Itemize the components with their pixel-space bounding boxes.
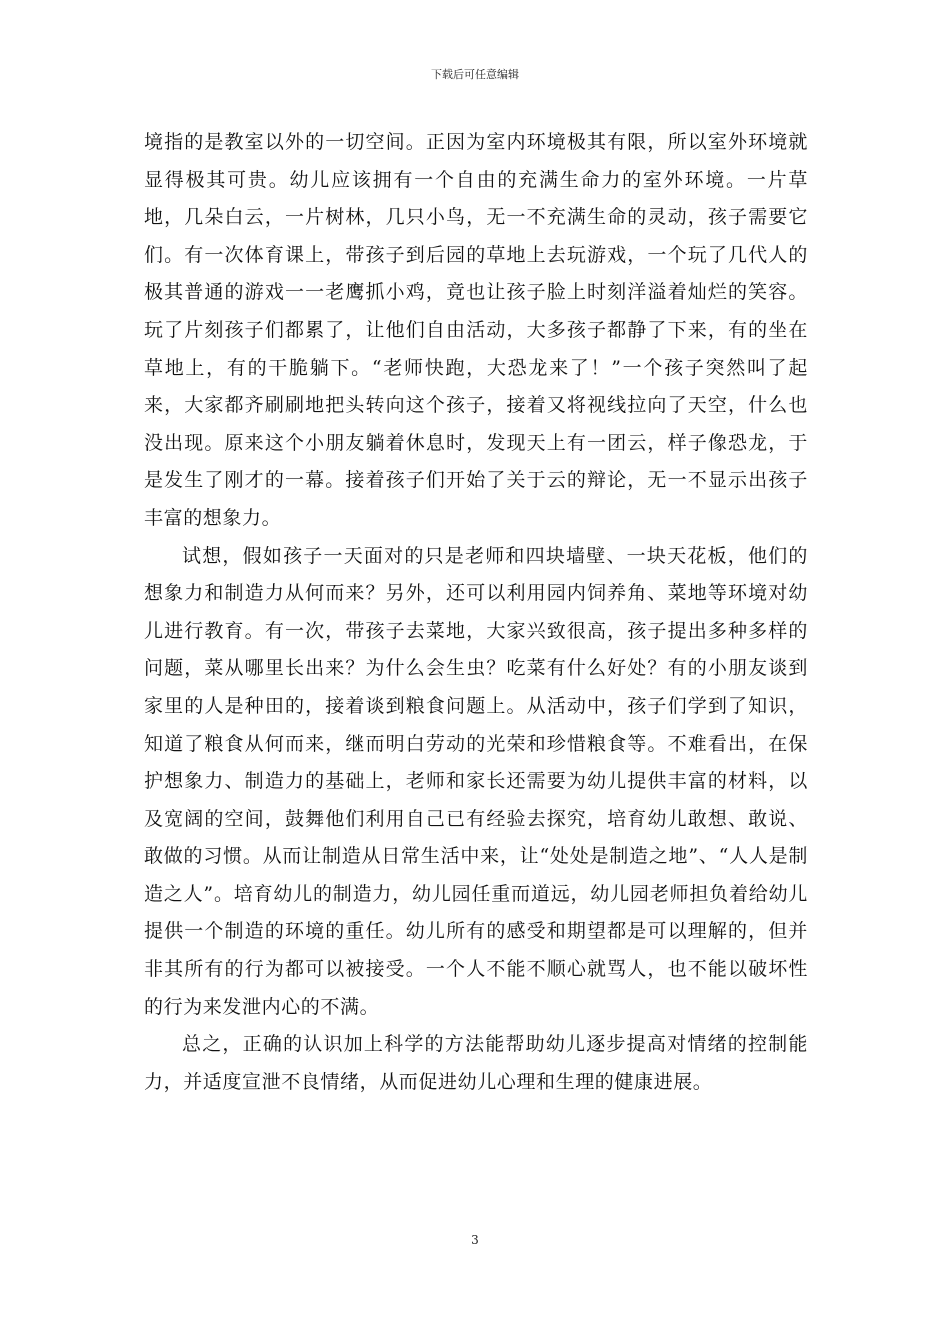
paragraph-1: 境指的是教室以外的一切空间。正因为室内环境极其有限，所以室外环境就显得极其可贵。幼儿应该拥有一个自由的充满生命力的室外环境。一片草地，几朵白云，一片树林，几只小鸟，无一不充满生命的灵动，孩子需要它们。有一次体育课上，带孩子到后园的草地上去玩游戏，一个玩了几代人的极其普通的游戏一一老鹰抓小鸡，竟也让孩子脸上时刻洋溢着灿烂的笑容。玩了片刻孩子们都累了，让他们自由活动，大多孩子都静了下来，有的坐在草地上，有的干脆躺下。“老师快跑，大恐龙来了！”一个孩子突然叫了起来，大家都齐刷刷地把头转向这个孩子，接着又将视线拉向了天空，什么也没出现。原来这个小朋友躺着休息时，发现天上有一团云，样子像恐龙，于是发生了刚才的一幕。接着孩子们开始了关于云的辩论，无一不显示出孩子丰富的想象力。 (144, 131, 808, 529)
page-header: 下载后可任意编辑 (431, 68, 519, 81)
document-body (144, 124, 808, 1101)
paragraph-2: 试想，假如孩子一天面对的只是老师和四块墙壁、一块天花板，他们的想象力和制造力从何而来？另外，还可以利用园内饲养角、菜地等环境对幼儿进行教育。有一次，带孩子去菜地，大家兴致很高，孩子提出多种多样的问题，菜从哪里长出来？为什么会生虫？吃菜有什么好处？有的小朋友谈到家里的人是种田的，接着谈到粮食问题上。从活动中，孩子们学到了知识，知道了粮食从何而来，继而明白劳动的光荣和珍惜粮食等。不难看出，在保护想象力、制造力的基础上，老师和家长还需要为幼儿提供丰富的材料，以及宽阔的空间，鼓舞他们利用自己已有经验去探究，培育幼儿敢想、敢说、敢做的习惯。从而让制造从日常生活中来，让“处处是制造之地”、“人人是制造之人”。培育幼儿的制造力，幼儿园任重而道远，幼儿园老师担负着给幼儿提供一个制造的环境的重任。幼儿所有的感受和期望都是可以理解的，但并非其所有的行为都可以被接受。一个人不能不顺心就骂人，也不能以破坏性的行为来发泄内心的不满。 (144, 544, 808, 1018)
page-number: 3 (471, 1233, 479, 1247)
paragraph-3: 总之，正确的认识加上科学的方法能帮助幼儿逐步提高对情绪的控制能力，并适度宣泄不良情绪，从而促进幼儿心理和生理的健康进展。 (144, 1033, 808, 1093)
